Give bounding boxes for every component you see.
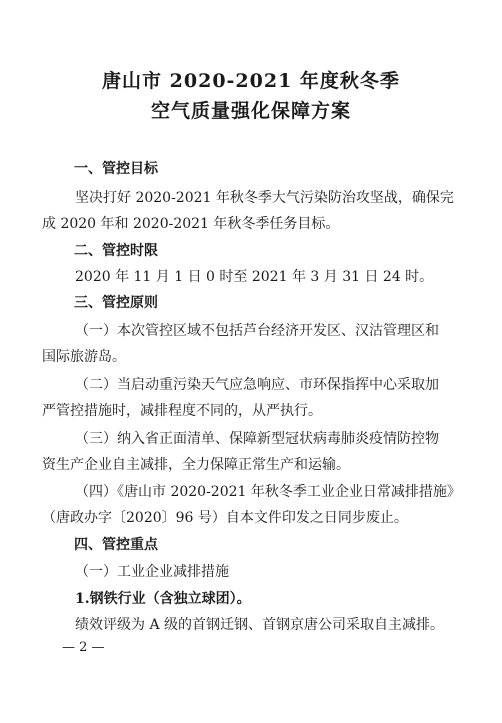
paragraph-line: （四）《唐山市 2020-2021 年秋冬季工业企业日常减排措施》 <box>75 484 461 500</box>
subsection-heading: （一）工业企业减排措施 <box>75 564 229 580</box>
document-title-line-2: 空气质量强化保障方案 <box>150 100 351 122</box>
paragraph-line: 严管控措施时，减排程度不同的，从严执行。 <box>42 403 322 419</box>
paragraph-line: 成 2020 年和 2020-2021 年秋冬季任务目标。 <box>42 216 340 232</box>
page-number: — 2 — <box>62 640 105 655</box>
paragraph-line: 资生产企业自主减排，全力保障正常生产和运输。 <box>42 457 350 473</box>
document-title-line-1: 唐山市 2020-2021 年度秋冬季 <box>102 70 400 92</box>
section-heading-2: 二、管控时限 <box>74 243 158 259</box>
section-heading-1: 一、管控目标 <box>74 161 158 177</box>
paragraph-line: 国际旅游岛。 <box>42 349 126 365</box>
paragraph-line: 坚决打好 2020-2021 年秋冬季大气污染防治攻坚战，确保完 <box>75 190 454 206</box>
paragraph-line: （三）纳入省正面清单、保障新型冠状病毒肺炎疫情防控物 <box>75 431 439 447</box>
section-heading-4: 四、管控重点 <box>74 537 158 553</box>
paragraph-line: 2020 年 11 月 1 日 0 时至 2021 年 3 月 31 日 24 时。 <box>75 269 434 285</box>
paragraph-line: （唐政办字〔2020〕96 号）自本文件印发之日同步废止。 <box>42 510 408 526</box>
paragraph-line: 绩效评级为 A 级的首钢迁钢、首钢京唐公司采取自主减排。 <box>75 617 445 633</box>
section-heading-3: 三、管控原则 <box>74 295 158 311</box>
paragraph-line: （一）本次管控区域不包括芦台经济开发区、汉沽管理区和 <box>75 323 439 339</box>
item-heading: 1.钢铁行业（含独立球团）。 <box>75 591 251 607</box>
paragraph-line: （二）当启动重污染天气应急响应、市环保指挥中心采取加 <box>75 377 439 393</box>
